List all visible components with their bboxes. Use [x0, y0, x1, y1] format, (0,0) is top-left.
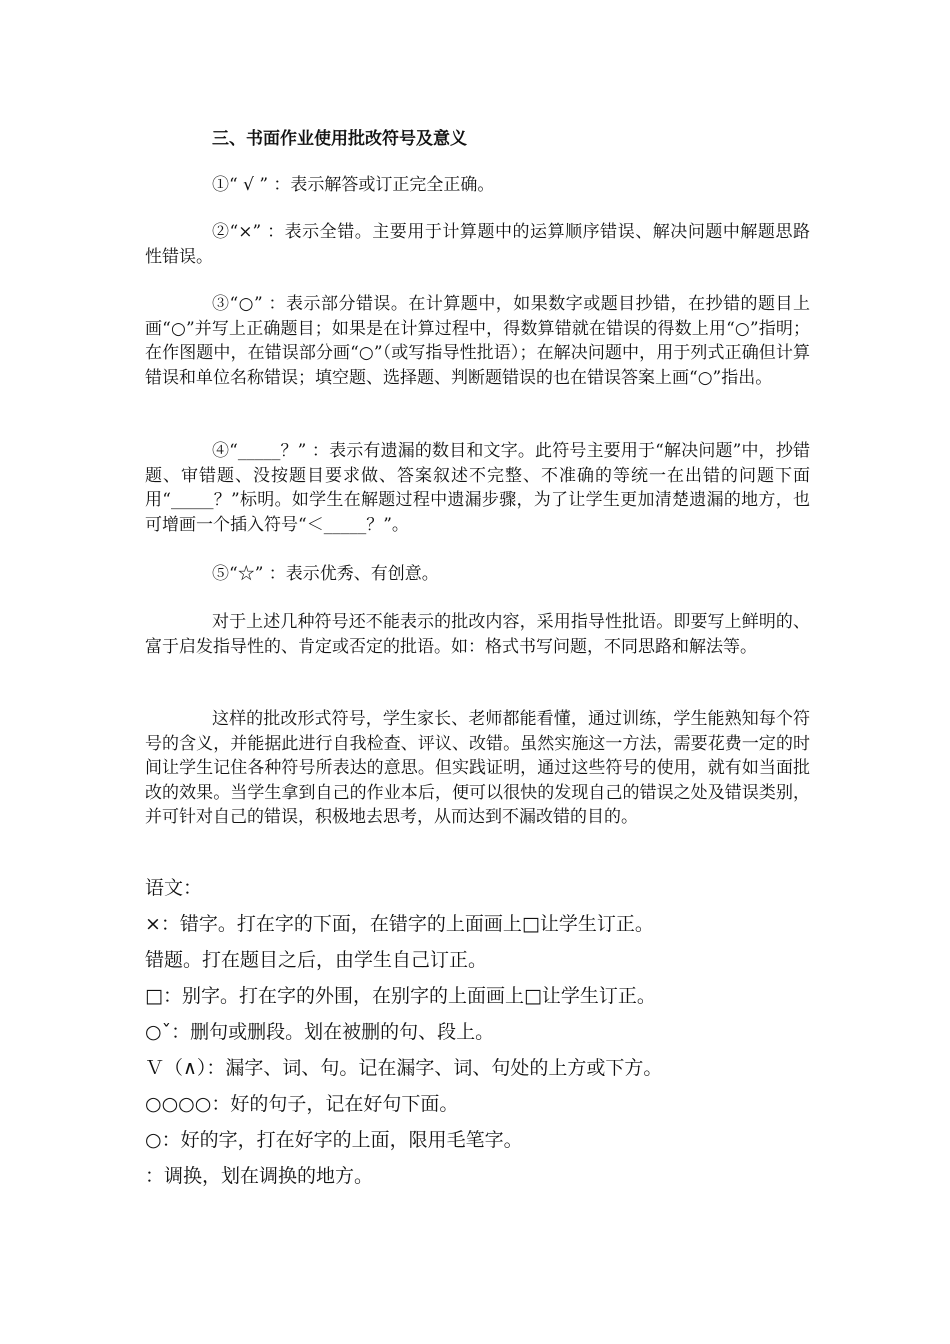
item-circle-mark: ③“○” ：表示部分错误。在计算题中，如果数字或题目抄错，在抄错的题目上画“○”并写上正确题目；如果是在计算过程中，得数算错就在错误的得数上用“○”指明；在作图题中，在错误部分画“○”（或写指导性批语）；在解决问题中，用于列式正确但计算错误和单位名称错误；填空题、选择题、判断题错误的也在错误答案上画“○”指出。	[145, 294, 810, 388]
chinese-line-wrong-char: ×：错字。打在字的下面，在错字的上面画上□让学生订正。	[145, 913, 654, 935]
item-cross-mark: ②“×” ：表示全错。主要用于计算题中的运算顺序错误、解决问题中解题思路性错误。	[145, 222, 810, 267]
chinese-line-misused-char: □：别字。打在字的外围，在别字的上面画上□让学生订正。	[145, 985, 656, 1007]
paragraph-guidance-comments: 对于上述几种符号还不能表示的批改内容，采用指导性批语。即要写上鲜明的、富于启发指导性的、肯定或否定的批语。如：格式书写问题，不同思路和解法等。	[145, 612, 810, 657]
item-missing-mark: ④“_____？” ：表示有遗漏的数目和文字。此符号主要用于“解决问题”中，抄错题、审错题、没按题目要求做、答案叙述不完整、不准确的等统一在出错的问题下面用“_____？”标明。如学生在解题过程中遗漏步骤，为了让学生更加清楚遗漏的地方，也可增画一个插入符号“＜_____？”。	[145, 441, 810, 535]
section-heading: 三、书面作业使用批改符号及意义	[212, 129, 467, 149]
item-star-mark: ⑤“☆” ：表示优秀、有创意。	[212, 564, 439, 584]
chinese-line-wrong-question: 错题。打在题目之后，由学生自己订正。	[145, 949, 488, 971]
chinese-line-good-sentence: ○○○○：好的句子，记在好句下面。	[145, 1093, 459, 1115]
chinese-symbols-section	[145, 870, 825, 1194]
chinese-line-missing: Ｖ（∧）：漏字、词、句。记在漏字、词、句处的上方或下方。	[145, 1057, 663, 1079]
chinese-line-good-char: ○：好的字，打在好字的上面，限用毛笔字。	[145, 1129, 523, 1151]
chinese-title: 语文：	[145, 877, 203, 899]
chinese-line-swap: ：调换，划在调换的地方。	[145, 1165, 374, 1187]
chinese-line-delete: ○ˇ：删句或删段。划在被删的句、段上。	[145, 1021, 495, 1043]
item-check-mark: ①“ √ ” ：表示解答或订正完全正确。	[212, 175, 495, 195]
paragraph-benefits: 这样的批改形式符号，学生家长、老师都能看懂，通过训练，学生能熟知每个符号的含义，并能据此进行自我检查、评议、改错。虽然实施这一方法，需要花费一定的时间让学生记住各种符号所表达的意思。但实践证明，通过这些符号的使用，就有如当面批改的效果。当学生拿到自己的作业本后，便可以很快的发现自己的错误之处及错误类别，并可针对自己的错误，积极地去思考，从而达到不漏改错的目的。	[145, 709, 810, 827]
